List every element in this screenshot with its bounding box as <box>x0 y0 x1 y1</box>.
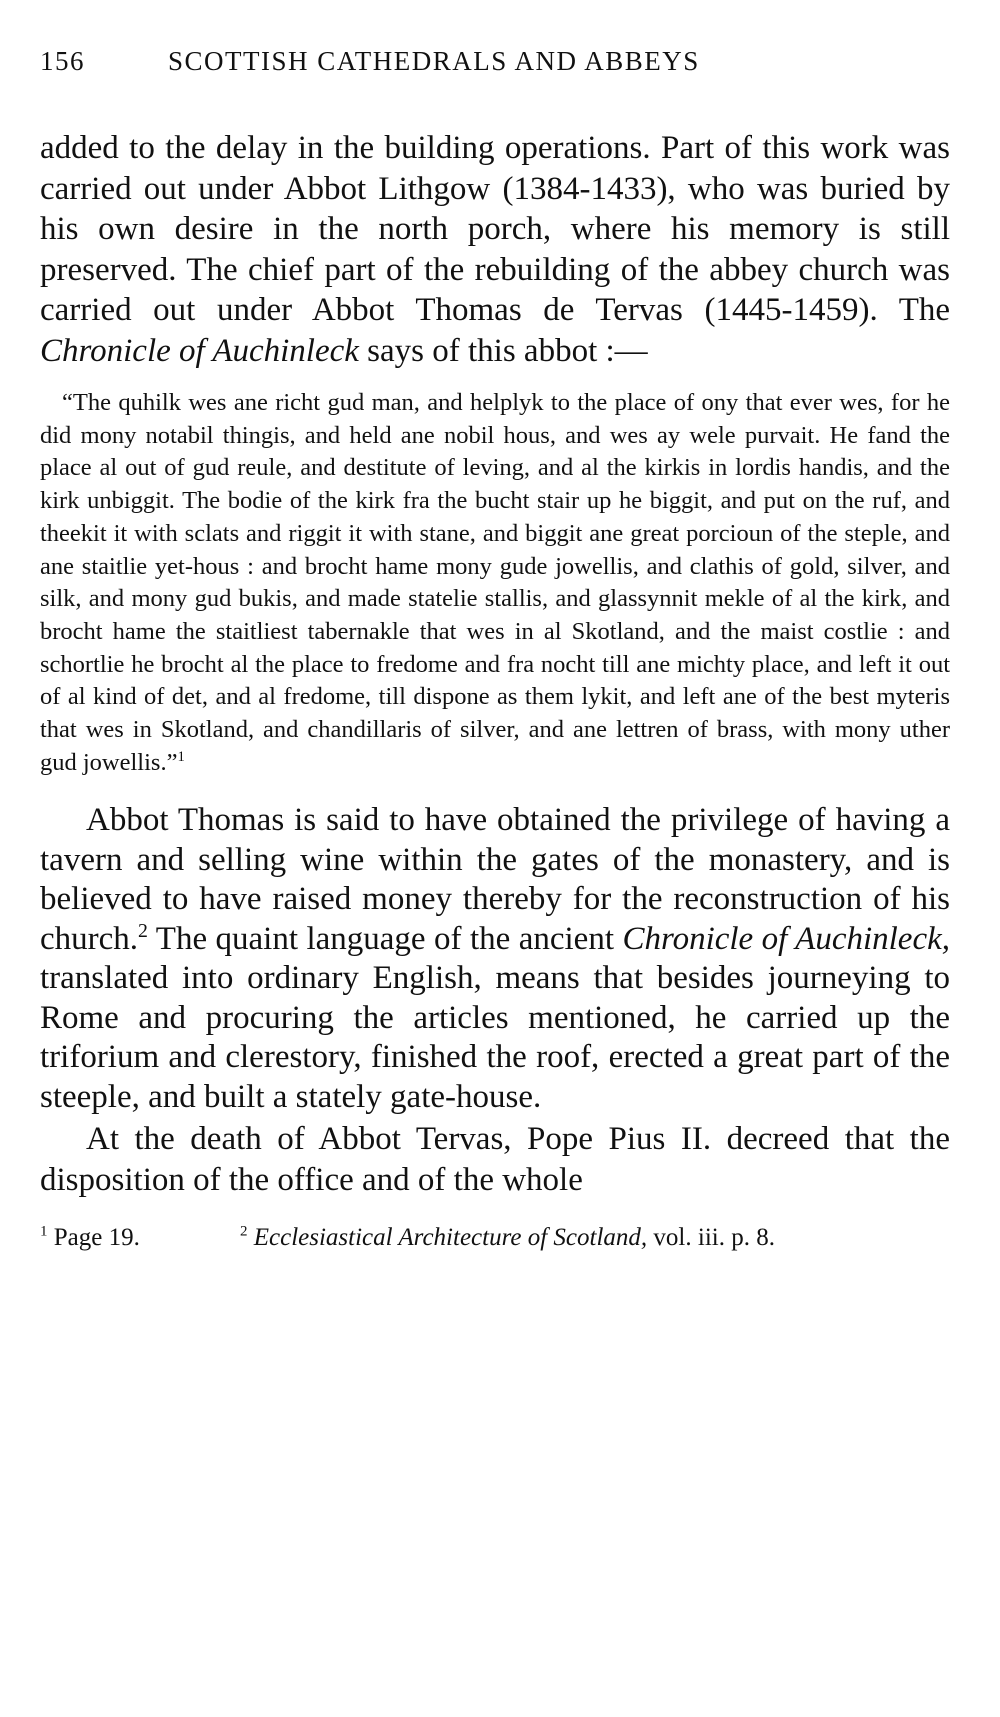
footnote-1-marker: 1 <box>40 1224 48 1241</box>
paragraph-3-text: At the death of Abbot Tervas, Pope Pius II. decreed that the disposition of the office and of the whole <box>40 1121 950 1198</box>
paragraph-1 <box>40 128 950 371</box>
footnote-1 <box>40 1224 240 1252</box>
footnotes <box>40 1224 950 1252</box>
chronicle-title-2: Chronicle of Auchinleck, <box>622 920 950 957</box>
book-page <box>40 40 950 1252</box>
paragraph-1-text-b: says of this abbot :— <box>358 332 648 369</box>
paragraph-2-text-c: translated into ordinary English, means that besides journeying to Rome and procuring the articles mentioned, he carried up the triforium and clerestory, finished the roof, erected a great part of the steeple, and built a stately gate-house. <box>40 960 950 1115</box>
paragraph-2-text-b: The quaint language of the ancient <box>147 920 623 957</box>
paragraph-1-text-a: added to the delay in the building operations. Part of this work was carried out under Abbot Lithgow (1384-1433), who was buried by his own desire in the north porch, where his memory is still preserved. The chief part of the rebuilding of the abbey church was carried out under Abbot Thomas de Tervas (1445-1459). The <box>40 130 950 328</box>
page-number: 156 <box>40 46 85 76</box>
footnote-1-text: Page 19. <box>47 1224 140 1252</box>
paragraph-2-text-a: Abbot Thomas is said to have obtained the privilege of having a tavern and selling wine within the gates of the monastery, and is believed to have raised money thereby for the reconstruction of his church. <box>40 802 950 957</box>
footnote-ref-2: 2 <box>138 919 148 942</box>
footnote-ref-1: 1 <box>177 748 185 765</box>
paragraph-2 <box>40 801 950 1117</box>
footnote-2 <box>240 1224 950 1252</box>
footnote-2-italic: Ecclesiastical Architecture of Scotland, <box>253 1224 648 1252</box>
running-head <box>40 46 950 90</box>
footnote-2-suffix: vol. iii. p. 8. <box>647 1224 775 1252</box>
chronicle-title-1: Chronicle of Auchinleck <box>40 332 359 369</box>
running-title: SCOTTISH CATHEDRALS AND ABBEYS <box>168 46 700 76</box>
footnote-2-marker: 2 <box>240 1224 248 1241</box>
paragraph-3 <box>40 1119 950 1200</box>
block-quote <box>40 387 950 779</box>
quote-text: “The quhilk wes ane richt gud man, and helplyk to the place of ony that ever wes, for he did mony notabil thingis, and held ane nobil hous, and wes ay wele purvait. He fand the place al out of gud reule, and destitute of leving, and al the kirkis in lordis handis, and the kirk unbiggit. The bodie of the kirk fra the bucht stair up he biggit, and put on the ruf, and theekit it with sclats and riggit it with stane, and biggit ane great porcioun of the steple, and ane staitlie yet-hous : and brocht hame mony gude jowellis, and clathis of gold, silver, and silk, and mony gud bukis, and made statelie stallis, and glassynnit mekle of al the kirk, and brocht hame the staitliest tabernakle that wes in al Skotland, and the maist costlie : and schortlie he brocht al the place to fredome and fra nocht till ane michty place, and left it out of al kind of det, and al fredome, till dispone as them lykit, and left ane of the best myteris that wes in Skotland, and chandillaris of silver, and ane lettren of brass, with mony uther gud jowellis.” <box>40 389 950 776</box>
